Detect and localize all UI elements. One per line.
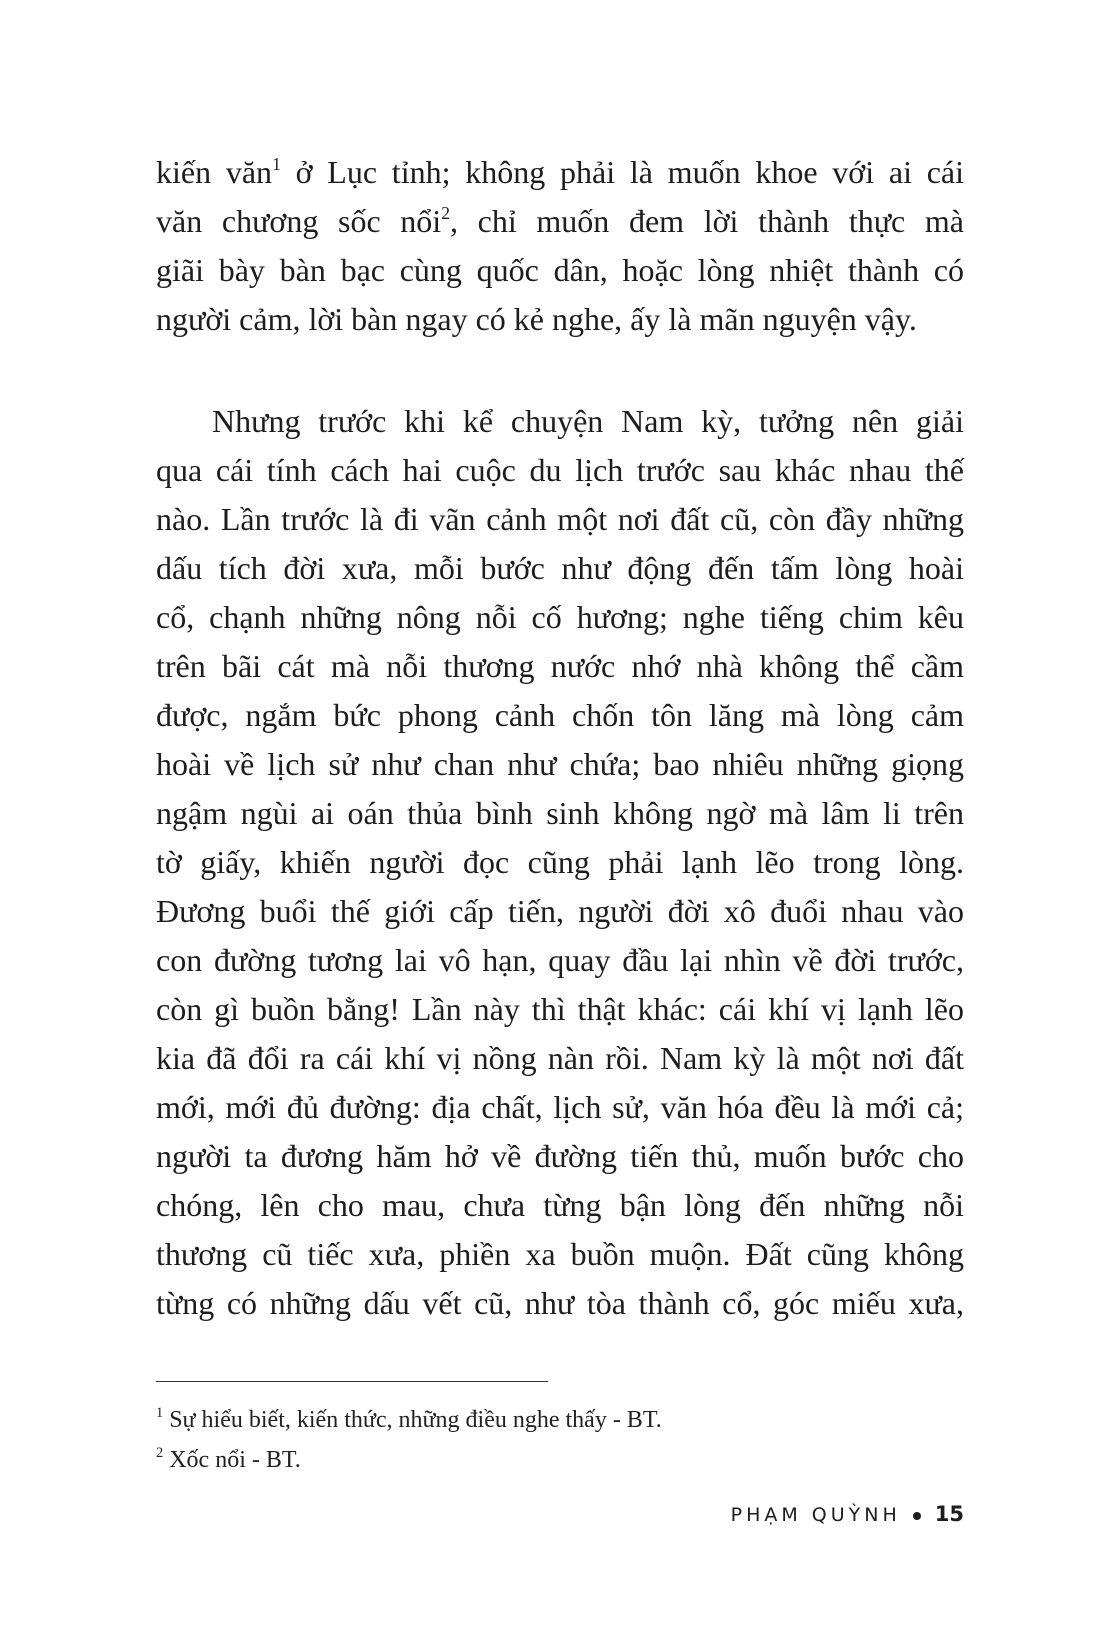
paragraph-line: Nhưng trước khi kể chuyện Nam kỳ, tưởng nên giải [212, 403, 964, 439]
paragraph-line: được, ngắm bức phong cảnh chốn tôn lăng mà lòng cảm [156, 697, 964, 733]
paragraph-line [156, 246, 964, 295]
paragraph-line: ngậm ngùi ai oán thủa bình sinh không ngờ mà lâm li trên [156, 795, 964, 831]
text-run: văn chương sốc nổi [156, 203, 442, 239]
paragraph-line: trên bãi cát mà nỗi thương nước nhớ nhà không thể cầm [156, 648, 964, 684]
paragraph-line: chóng, lên cho mau, chưa từng bận lòng đến những nỗi [156, 1187, 964, 1223]
footnote-reference: 1 [272, 153, 281, 174]
paragraph-line [156, 295, 964, 344]
paragraph-line: qua cái tính cách hai cuộc du lịch trước sau khác nhau thế [156, 452, 964, 488]
paragraph-line: con đường tương lai vô hạn, quay đầu lại nhìn về đời trước, [156, 942, 964, 978]
footnote-1 [156, 1400, 964, 1440]
footnote-marker: 1 [156, 1404, 164, 1421]
text-run: giãi bày bàn bạc cùng quốc dân, hoặc lòng nhiệt thành có [156, 252, 964, 288]
footnote-reference: 2 [441, 202, 450, 223]
paragraph-line: kia đã đổi ra cái khí vị nồng nàn rồi. Nam kỳ là một nơi đất [156, 1040, 964, 1076]
paragraph-line: thương cũ tiếc xưa, phiền xa buồn muộn. Đất cũng không [156, 1236, 964, 1272]
bullet-separator-icon [913, 1512, 921, 1520]
paragraph-line: hoài về lịch sử như chan như chứa; bao nhiêu những giọng [156, 746, 964, 782]
paragraph-1 [156, 148, 964, 344]
footnote-text: Xốc nổi - BT. [163, 1447, 301, 1473]
footnote-text: Sự hiểu biết, kiến thức, những điều nghe thấy - BT. [163, 1407, 662, 1433]
footnote-marker: 2 [156, 1444, 164, 1461]
text-run: , chỉ muốn đem lời thành thực mà [450, 203, 965, 239]
paragraph-line: cổ, chạnh những nông nỗi cố hương; nghe tiếng chim kêu [156, 599, 964, 635]
footnote-divider [156, 1381, 548, 1382]
author-name: PHẠM QUỲNH [730, 1504, 901, 1526]
text-run: người cảm, lời bàn ngay có kẻ nghe, ấy là mãn nguyện vậy. [156, 301, 917, 337]
paragraph-line [156, 148, 964, 197]
footnotes [156, 1400, 964, 1480]
paragraph-line: nào. Lần trước là đi vãn cảnh một nơi đất cũ, còn đầy những [156, 501, 964, 537]
page-number: 15 [934, 1502, 964, 1526]
running-footer [731, 1500, 964, 1529]
paragraph-line: còn gì buồn bằng! Lần này thì thật khác: cái khí vị lạnh lẽo [156, 991, 964, 1027]
paragraph-2 [156, 397, 964, 1328]
paragraph-line: tờ giấy, khiến người đọc cũng phải lạnh lẽo trong lòng. [156, 844, 964, 880]
paragraph-line: mới, mới đủ đường: địa chất, lịch sử, văn hóa đều là mới cả; [156, 1089, 964, 1125]
paragraph-line: Đương buổi thế giới cấp tiến, người đời xô đuổi nhau vào [156, 893, 964, 929]
paragraph-line: người ta đương hăm hở về đường tiến thủ, muốn bước cho [156, 1138, 964, 1174]
text-run: ở Lục tỉnh; không phải là muốn khoe với ai cái [280, 154, 965, 190]
footnote-2 [156, 1440, 964, 1480]
paragraph-line: từng có những dấu vết cũ, như tòa thành cổ, góc miếu xưa, [156, 1285, 964, 1321]
paragraph-line [156, 197, 964, 246]
text-run: kiến văn [156, 154, 273, 190]
paragraph-line: dấu tích đời xưa, mỗi bước như động đến tấm lòng hoài [156, 550, 964, 586]
